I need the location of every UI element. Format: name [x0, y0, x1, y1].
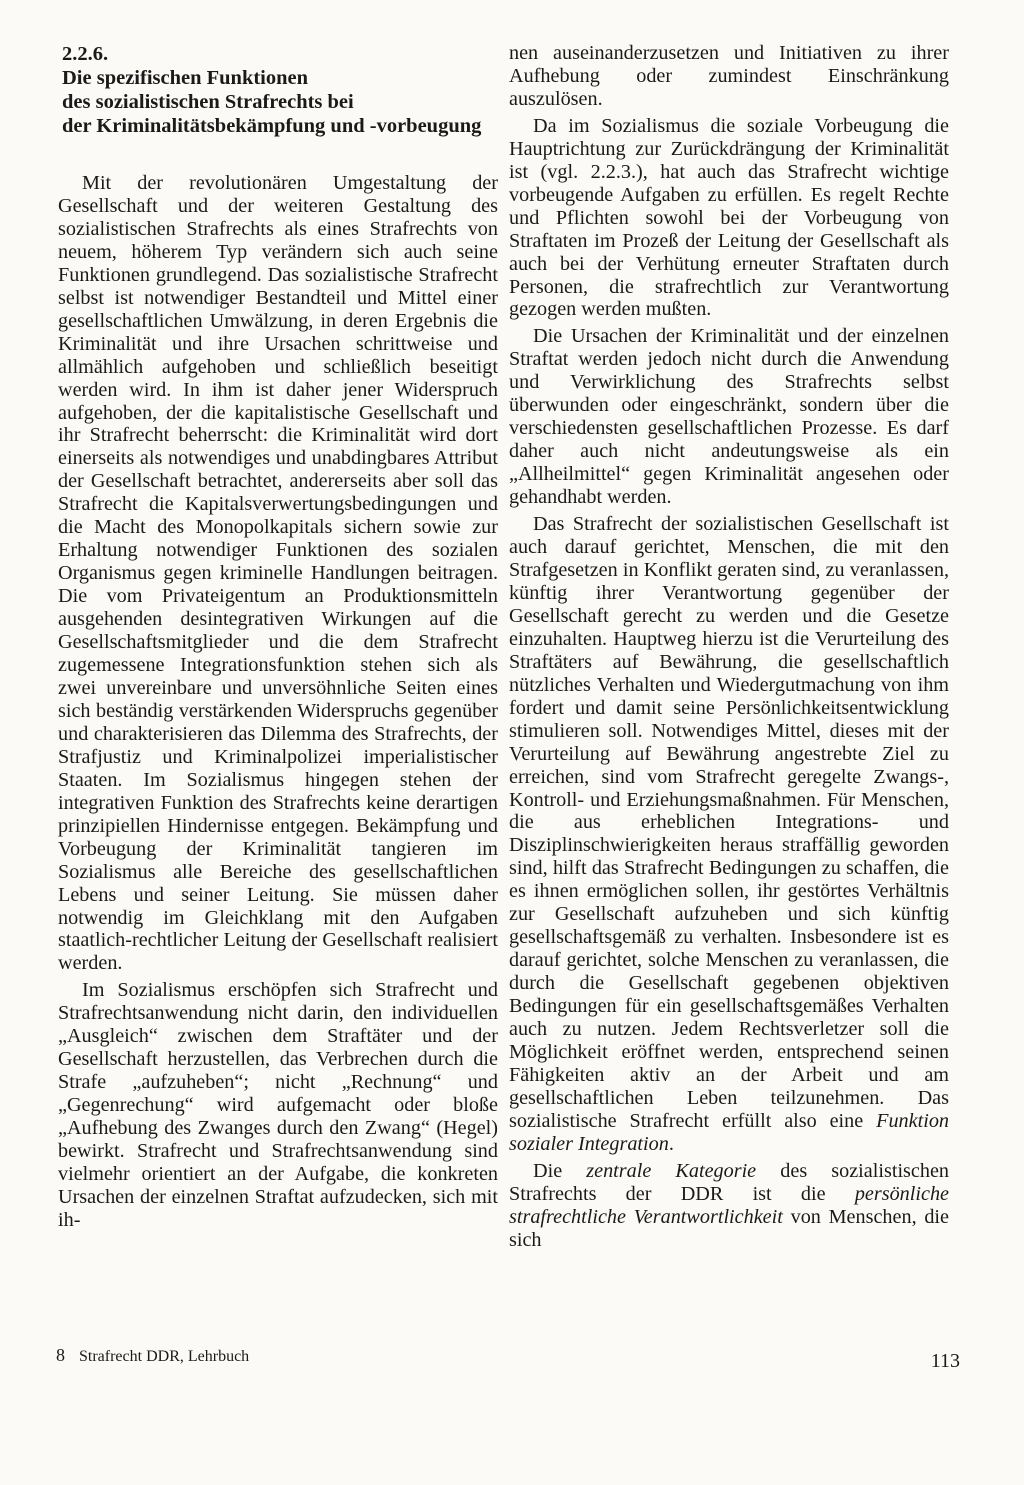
- signature-mark: 8: [56, 1345, 65, 1365]
- paragraph-text: Das Strafrecht der sozialistischen Gesellschaft ist auch darauf gerichtet, Menschen, die mit den Strafgesetzen in Konflikt geraten sind, zu veranlassen, künftig ihrer Verantwortung gegenüber der Gesellschaft gerecht zu werden und die Gesetze einzuhalten. Hauptweg hierzu ist die Verurteilung des Straftäters auf Bewährung, die gesellschaftlich nützliches Verhalten und Wiedergutmachung von ihm fordert und damit seine Persönlichkeitsentwicklung stimulieren soll. Notwendiges Mittel, dieses mit der Verurteilung auf Bewährung angestrebte Ziel zu erreichen, sind vom Strafrecht geregelte Zwangs-, Kontroll- und Erziehungsmaßnahmen. Für Menschen, die aus erheblichen Integrations- und Disziplinschwierigkeiten heraus straffällig geworden sind, hilft das Strafrecht Bedingungen zu schaffen, die es ihnen ermöglichen sollen, ihr gestörtes Verhältnis zur Gesellschaft aufzuheben und sich künftig gesellschaftsgemäß zu verhalten. Insbesondere ist es darauf gerichtet, solche Menschen zu veranlassen, die durch die Gesellschaft gegebenen objektiven Bedingungen für ein gesellschaftsgemäßes Verhalten auch zu nutzen. Jedem Rechtsverletzer soll die Möglichkeit eröffnet werden, entsprechend seinen Fähigkeiten aktiv an der Arbeit und am gesellschaftlichen Leben teilzunehmen. Das sozialistische Strafrecht erfüllt also eine: [509, 513, 949, 1132]
- paragraph: Mit der revolutionären Umgestaltung der Gesellschaft und der weiteren Gestaltung des sozialistischen Strafrechts als eines Strafrechts von neuem, höherem Typ verändern sich auch seine Funktionen grundlegend. Das sozialistische Strafrecht selbst ist notwendiger Bestandteil und Mittel einer gesellschaftlichen Umwälzung, in deren Ergebnis die Kriminalität und ihre Ursachen schrittweise und allmählich aufgehoben und schließlich beseitigt werden wird. In ihm ist daher jener Widerspruch aufgehoben, der die kapitalistische Gesellschaft und ihr Strafrecht beherrscht: die Kriminalität wird dort einerseits als notwendiges und unabdingbares Attribut der Gesellschaft betrachtet, andererseits aber soll das Strafrecht die Kapitalsverwertungsbedingungen und die Macht des Monopolkapitals sichern sowie zur Erhaltung notwendiger Funktionen des sozialen Organismus gegen kriminelle Handlungen beitragen. Die vom Privateigentum an Produktionsmitteln ausgehenden desintegrativen Wirkungen auf die Gesellschaftsmitglieder und die dem Strafrecht zugemessene Integrationsfunktion stehen sich als zwei unvereinbare und unversöhnliche Seiten eines sich beständig verstärkenden Widerspruchs gegenüber und charakterisieren das Dilemma des Strafrechts, der Strafjustiz und Kriminalpolizei imperialistischer Staaten. Im Sozialismus hingegen stehen der integrativen Funktion des Strafrechts keine derartigen prinzipiellen Hindernisse entgegen. Bekämpfung und Vorbeugung der Kriminalität tangieren im Sozialismus alle Bereiche des gesellschaftlichen Lebens und seiner Leitung. Sie müssen daher notwendig im Gleichklang mit den Aufgaben staatlich-rechtlicher Leitung der Gesellschaft realisiert werden.: [58, 172, 498, 975]
- section-number: 2.2.6.: [62, 43, 109, 65]
- section-heading: [62, 42, 498, 138]
- paragraph-text: von Menschen, die sich: [509, 1205, 950, 1251]
- section-title-line: des sozialistischen Strafrechts bei: [62, 91, 354, 113]
- paragraph-category: [509, 1160, 949, 1252]
- paragraph: Da im Sozialismus die soziale Vorbeugung die Hauptrichtung zur Zurückdrängung der Kriminalität ist (vgl. 2.2.3.), hat auch das Strafrecht wichtige vorbeugende Aufgaben zu erfüllen. Es regelt Rechte und Pflichten sowohl bei der Vorbeugung von Straftaten im Prozeß der Leitung der Gesellschaft als auch bei der Verhütung erneuter Straftaten durch Personen, die strafrechtlich zur Verantwortung gezogen werden mußten.: [509, 114, 949, 321]
- paragraph-integration: [509, 513, 949, 1156]
- paragraph-text: .: [668, 1132, 674, 1155]
- paragraph: Die Ursachen der Kriminalität und der einzelnen Straftat werden jedoch nicht durch die Anwendung und Verwirklichung des Strafrechts selbst überwunden oder eingeschränkt, sondern über die verschiedensten gesellschaftlichen Prozesse. Es darf daher auch nicht andeutungsweise als ein „Allheilmittel“ gegen Kriminalität angesehen oder gehandhabt werden.: [509, 325, 949, 509]
- section-title-line: der Kriminalitätsbekämpfung und -vorbeugung: [62, 115, 482, 137]
- paragraph-text: des sozialistischen Strafrechts der DDR ist die: [509, 1159, 950, 1205]
- paragraph-continuation: nen auseinanderzusetzen und Initiativen zu ihrer Aufhebung oder zumindest Einschränkung auszulösen.: [509, 42, 949, 110]
- left-column: [58, 42, 498, 1232]
- page-footer: [56, 1345, 249, 1366]
- page-number: 113: [930, 1350, 960, 1372]
- paragraph: Im Sozialismus erschöpfen sich Strafrecht und Strafrechtsanwendung nicht darin, den individuellen „Ausgleich“ zwischen dem Straftäter und der Gesellschaft herzustellen, das Verbrechen durch die Strafe „aufzuheben“; nicht „Rechnung“ und „Gegenrechung“ wird aufgemacht oder bloße „Aufhebung des Zwanges durch den Zwang“ (Hegel) bewirkt. Strafrecht und Strafrechtsanwendung sind vielmehr orientiert an der Aufgabe, die konkreten Ursachen der einzelnen Straftat aufzudecken, sich mit ih-: [58, 979, 498, 1231]
- paragraph-text: Die: [533, 1159, 563, 1182]
- emphasized-term: Funktion sozialer Integration: [509, 1109, 950, 1155]
- section-title-line: Die spezifischen Funktionen: [62, 67, 309, 89]
- emphasized-term: persönliche strafrechtliche Verantwortlichkeit: [509, 1182, 949, 1228]
- book-title: Strafrecht DDR, Lehrbuch: [79, 1348, 250, 1365]
- right-column: [509, 42, 949, 1252]
- emphasized-term: zentrale Kategorie: [586, 1159, 757, 1182]
